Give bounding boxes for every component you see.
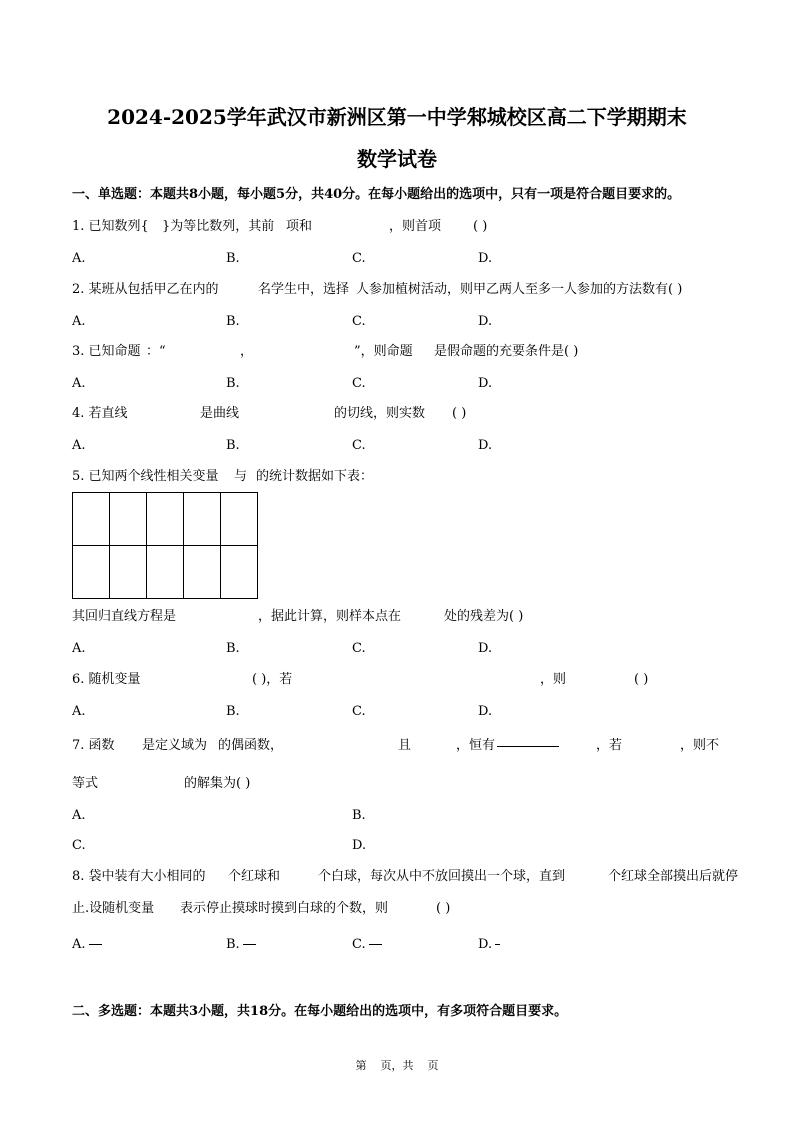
q8-line2-2: 表示停止摸球时摸到白球的个数，则: [180, 901, 389, 916]
q3-text-1: 3. 已知命题: [72, 344, 141, 359]
table-cell: [73, 493, 110, 546]
table-cell: [184, 546, 221, 599]
q5-stem-1: 5. 已知两个线性相关变量: [72, 469, 219, 484]
page-footer: 第 页，共 页: [355, 1059, 439, 1072]
q5-after-3: 处的残差为( ): [444, 609, 524, 624]
q2-option-a[interactable]: A.: [72, 314, 86, 329]
q7-text-1: 7. 函数: [72, 738, 115, 753]
exam-title-line2: 数学试卷: [357, 147, 437, 171]
q2-text-3: 人参加植树活动，则甲乙两人至多一人参加的方法数有( ): [356, 282, 683, 297]
q1-text-3: 项和: [286, 219, 313, 234]
q8-option-b[interactable]: [226, 936, 256, 954]
q7-option-b[interactable]: B.: [352, 808, 366, 823]
q6-text-1: 6. 随机变量: [72, 672, 141, 687]
q8-line1-4: 个红球全部摸出后就停: [608, 869, 739, 884]
q3-option-a[interactable]: A.: [72, 376, 86, 391]
q2-text-1: 2. 某班从包括甲乙在内的: [72, 282, 219, 297]
q4-text-3: 的切线，则实数: [334, 406, 426, 421]
q8-option-c-fraction-bar: [369, 944, 382, 945]
q5-after-1: 其回归直线方程是: [72, 609, 177, 624]
q2-text-2: 名学生中，选择: [258, 282, 350, 297]
table-cell: [147, 546, 184, 599]
q4-option-b[interactable]: B.: [226, 438, 240, 453]
q3-text-4: ”，则命题: [354, 344, 413, 359]
q5-stem-2: 与: [234, 469, 248, 484]
q1-text-4: ，则首项: [389, 219, 442, 234]
q1-text-5: ( ): [473, 219, 488, 234]
q5-data-table: [72, 492, 258, 599]
q8-line2-1: 止.设随机变量: [72, 901, 155, 916]
table-cell: [147, 493, 184, 546]
q6-option-b[interactable]: B.: [226, 704, 240, 719]
q6-option-d[interactable]: D.: [478, 704, 493, 719]
q8-line1-2: 个红球和: [228, 869, 281, 884]
q3-text-2: ：“: [146, 344, 166, 359]
q7-text-5: ，恒有: [456, 738, 496, 753]
q8-option-d[interactable]: [478, 936, 500, 954]
q1-option-d[interactable]: D.: [478, 251, 493, 266]
q7-text-4: 且: [398, 738, 412, 753]
q1-option-b[interactable]: B.: [226, 251, 240, 266]
q3-text-3: ，: [240, 344, 254, 359]
q6-option-c[interactable]: C.: [352, 704, 366, 719]
q8-option-a[interactable]: [72, 936, 102, 954]
q7-line2-1: 等式: [72, 776, 99, 791]
q1-option-a[interactable]: A.: [72, 251, 86, 266]
q2-option-c[interactable]: C.: [352, 314, 366, 329]
q2-option-d[interactable]: D.: [478, 314, 493, 329]
q4-text-1: 4. 若直线: [72, 406, 128, 421]
table-cell: [184, 493, 221, 546]
q5-option-a[interactable]: A.: [72, 641, 86, 656]
q4-option-d[interactable]: D.: [478, 438, 493, 453]
q5-option-c[interactable]: C.: [352, 641, 366, 656]
q8-option-d-label: D.: [478, 937, 493, 952]
table-cell: [73, 546, 110, 599]
q1-option-c[interactable]: C.: [352, 251, 366, 266]
q7-text-7: ，则不: [680, 738, 720, 753]
q4-text-4: ( ): [452, 406, 467, 421]
q7-option-a[interactable]: A.: [72, 808, 86, 823]
table-cell: [221, 493, 258, 546]
q4-option-c[interactable]: C.: [352, 438, 366, 453]
table-cell: [110, 493, 147, 546]
q1-text-1: 1. 已知数列{: [72, 219, 149, 234]
q6-text-4: ( ): [634, 672, 649, 687]
q8-line2-3: ( ): [436, 901, 451, 916]
q7-fraction-bar: [497, 746, 559, 747]
exam-title-line1: 2024-2025学年武汉市新洲区第一中学邾城校区高二下学期期末: [107, 105, 687, 129]
q7-text-6: ，若: [596, 738, 623, 753]
q8-line1-3: 个白球，每次从中不放回摸出一个球，直到: [318, 869, 566, 884]
q3-option-b[interactable]: B.: [226, 376, 240, 391]
q8-option-c-label: C.: [352, 937, 366, 952]
q5-option-b[interactable]: B.: [226, 641, 240, 656]
q8-option-a-label: A.: [72, 937, 86, 952]
q8-line1-1: 8. 袋中装有大小相同的: [72, 869, 206, 884]
q8-option-c[interactable]: [352, 936, 382, 954]
q2-option-b[interactable]: B.: [226, 314, 240, 329]
q3-option-c[interactable]: C.: [352, 376, 366, 391]
q4-text-2: 是曲线: [200, 406, 240, 421]
q6-text-2: ( )，若: [252, 672, 293, 687]
q3-text-5: 是假命题的充要条件是( ): [434, 344, 579, 359]
q7-option-d[interactable]: D.: [352, 838, 367, 853]
q8-option-b-fraction-bar: [243, 944, 256, 945]
q5-option-d[interactable]: D.: [478, 641, 493, 656]
q7-option-c[interactable]: C.: [72, 838, 86, 853]
section-multiple-choice-heading: 二、多选题：本题共3小题，共18分。在每小题给出的选项中，有多项符合题目要求。: [72, 1004, 568, 1019]
q3-option-d[interactable]: D.: [478, 376, 493, 391]
q7-line2-2: 的解集为( ): [184, 776, 251, 791]
q6-option-a[interactable]: A.: [72, 704, 86, 719]
q4-option-a[interactable]: A.: [72, 438, 86, 453]
q1-text-2: }为等比数列，其前: [162, 219, 275, 234]
table-cell: [221, 546, 258, 599]
q8-option-a-fraction-bar: [89, 944, 102, 945]
section-single-choice-heading: 一、单选题：本题共8小题，每小题5分，共40分。在每小题给出的选项中，只有一项是符合题目要求的。: [72, 187, 681, 202]
q7-text-2: 是定义域为: [142, 738, 208, 753]
q6-text-3: ，则: [540, 672, 567, 687]
table-cell: [110, 546, 147, 599]
table-row: [73, 546, 258, 599]
q8-option-b-label: B.: [226, 937, 240, 952]
table-row: [73, 493, 258, 546]
q5-stem-3: 的统计数据如下表：: [256, 469, 374, 484]
q8-option-d-fraction-bar: [495, 944, 500, 945]
q5-after-2: ，据此计算，则样本点在: [258, 609, 402, 624]
q7-text-3: 的偶函数，: [218, 738, 284, 753]
